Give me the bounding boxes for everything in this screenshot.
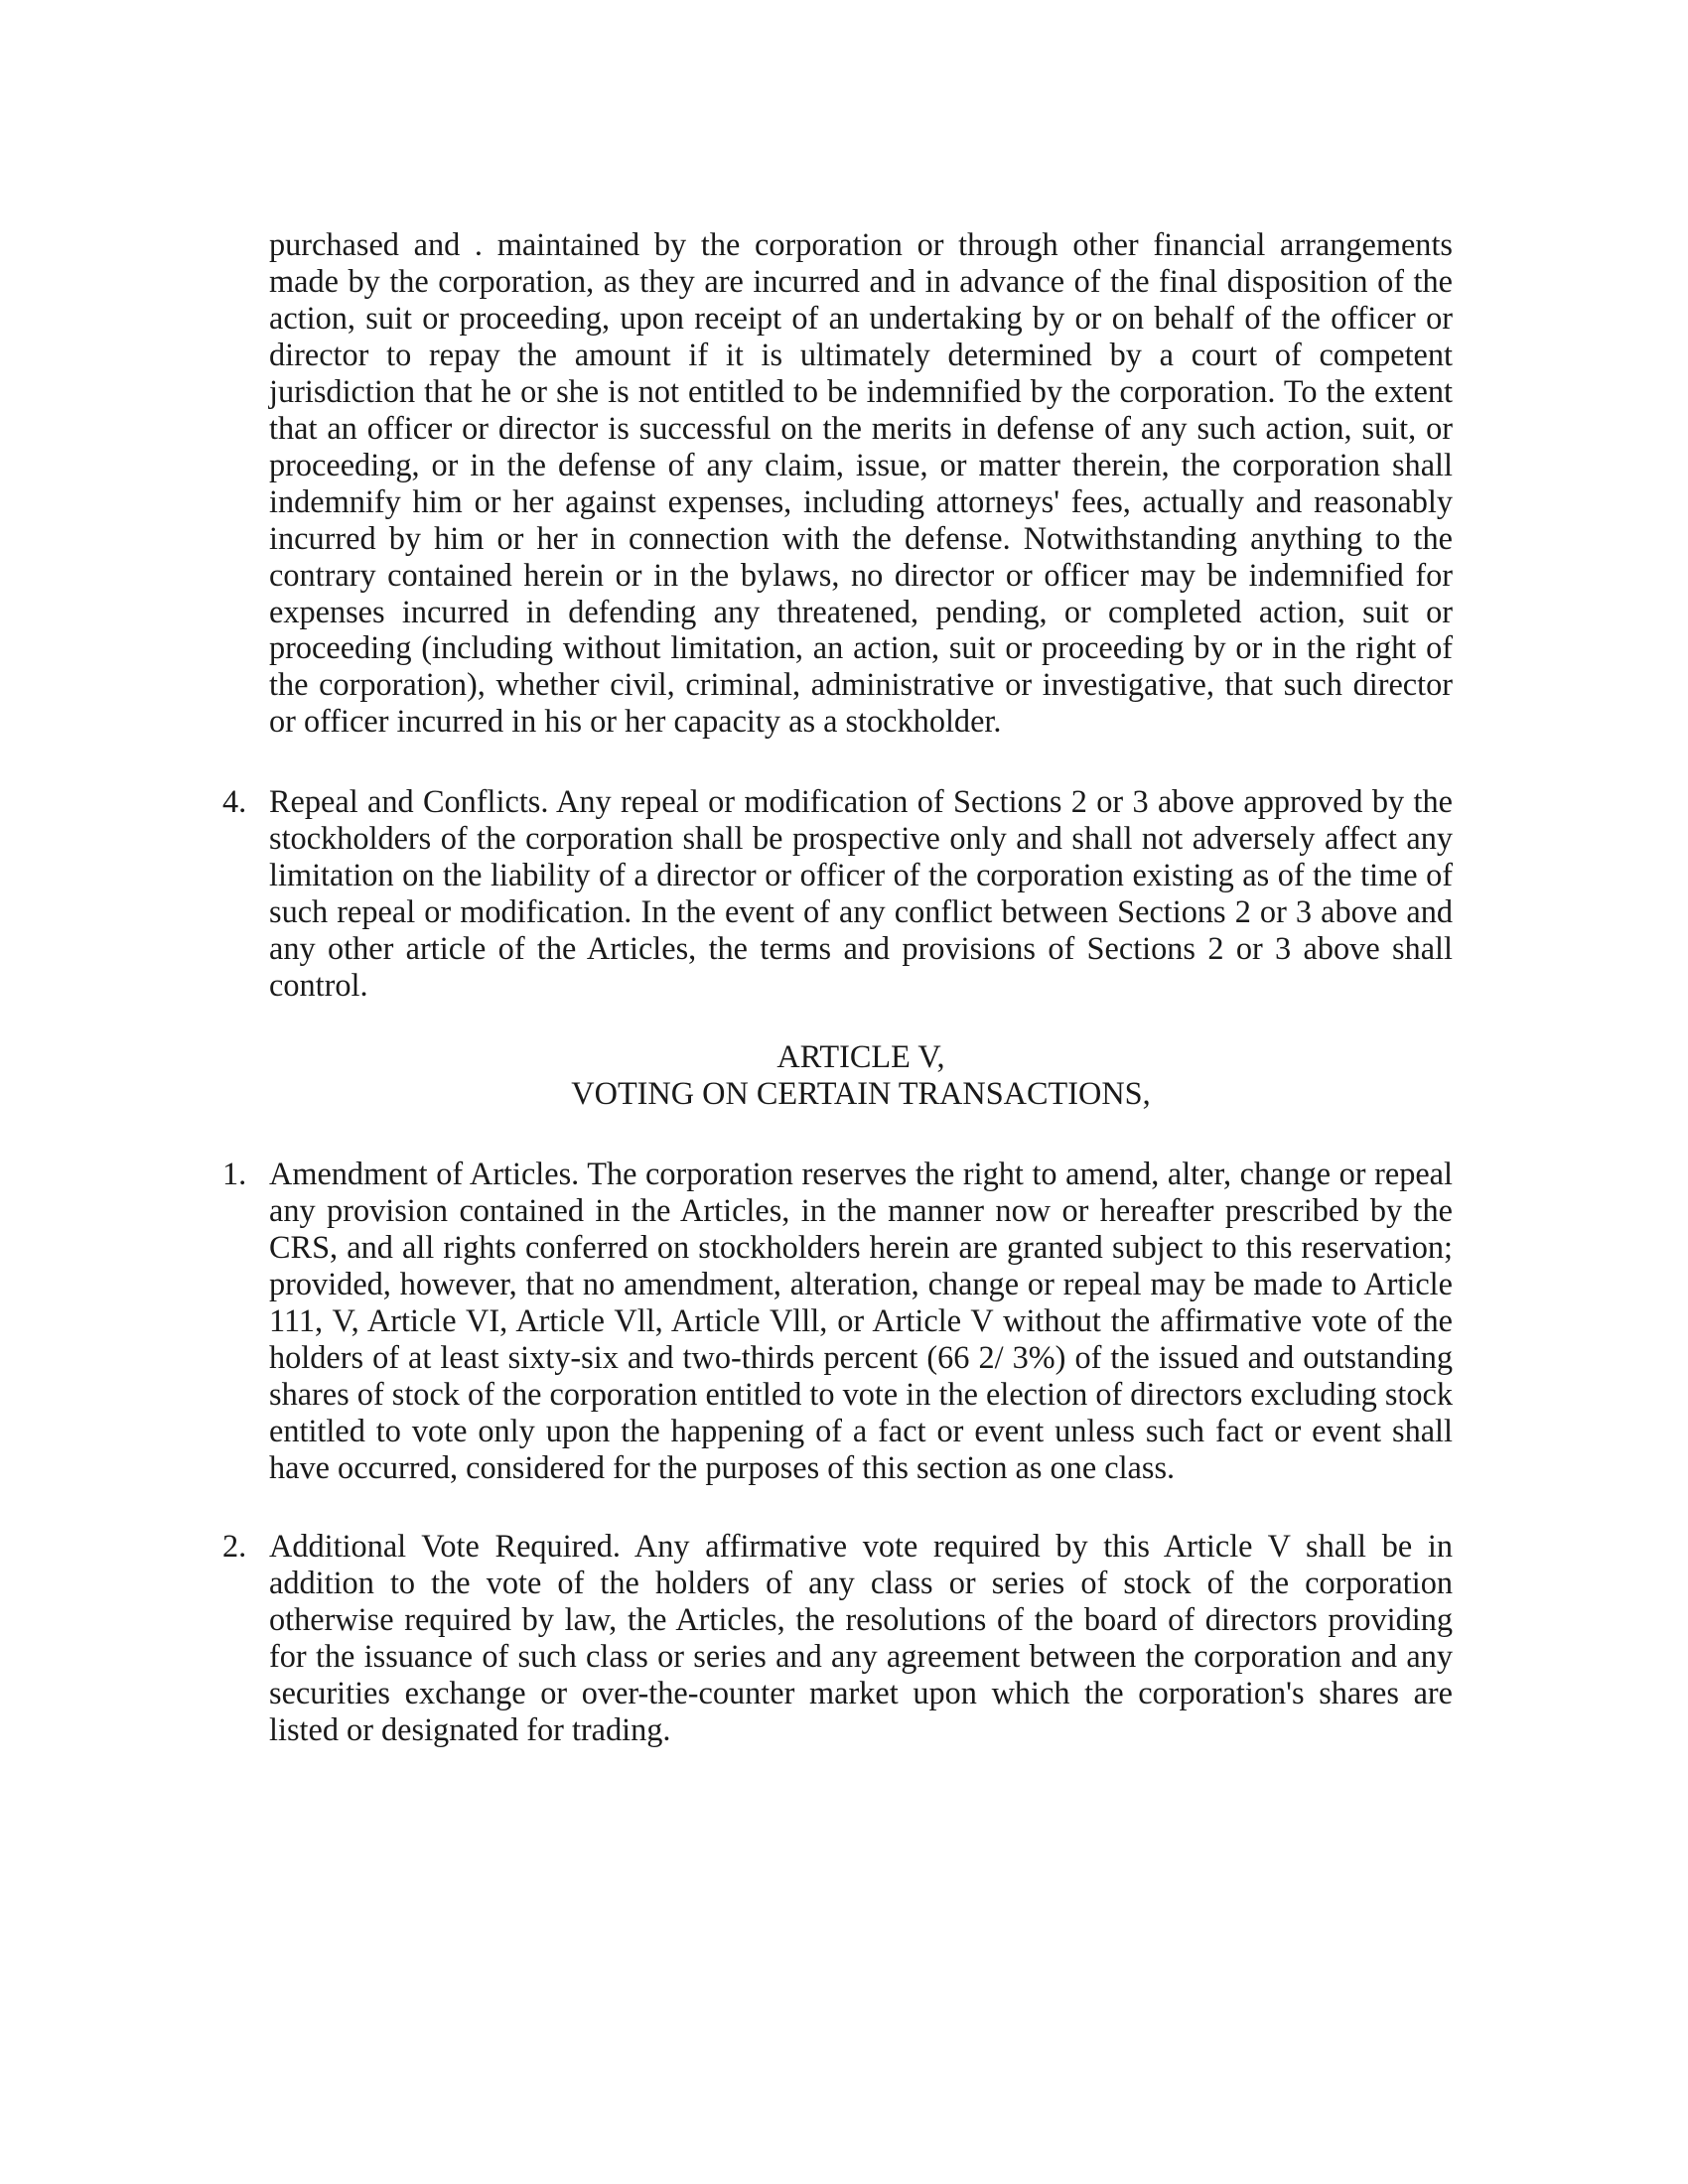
continuation-paragraph: purchased and . maintained by the corporation or through other financial arrangements made by the corporation, as they are incurred and in advance of the final disposition of the action, suit or proceeding, upon receipt of an undertaking by or on behalf of the officer or director to repay the amount if it is ultimately determined by a court of competent jurisdiction that he or she is not entitled to be indemnified by the corporation. To the extent that an officer or director is successful on the merits in defense of any such action, suit, or proceeding, or in the defense of any claim, issue, or matter therein, the corporation shall indemnify him or her against expenses, including attorneys' fees, actually and reasonably incurred by him or her in connection with the defense. Notwithstanding anything to the contrary contained herein or in the bylaws, no director or officer may be indemnified for expenses incurred in defending any threatened, pending, or completed action, suit or proceeding (including without limitation, an action, suit or proceeding by or in the right of the corporation), whether civil, criminal, administrative or investigative, that such director or officer incurred in his or her capacity as a stockholder. <box>269 226 1453 740</box>
article-item-2-text: Additional Vote Required. Any affirmative vote required by this Article V shall be in addition to the vote of the holders of any class or series of stock of the corporation otherwise required by law, the Articles, the resolutions of the board of directors providing for the issuance of such class or series and any agreement between the corporation and any securities exchange or over-the-counter market upon which the corporation's shares are listed or designated for trading. <box>269 1528 1453 1747</box>
article-subheading: VOTING ON CERTAIN TRANSACTIONS, <box>571 1075 1151 1111</box>
section-4-number: 4. <box>222 783 247 819</box>
article-item-1-number: 1. <box>222 1156 247 1191</box>
article-item-1-text: Amendment of Articles. The corporation reserves the right to amend, alter, change or repeal any provision contained in the Articles, in the manner now or hereafter prescribed by the CRS, and all rights conferred on stockholders herein are granted subject to this reservation; provided, however, that no amendment, alteration, change or repeal may be made to Article 111, V, Article VI, Article Vll, Article Vlll, or Article V without the affirmative vote of the holders of at least sixty-six and two-thirds percent (66 2/ 3%) of the issued and outstanding shares of stock of the corporation entitled to vote in the election of directors excluding stock entitled to vote only upon the happening of a fact or event unless such fact or event shall have occurred, considered for the purposes of this section as one class. <box>269 1156 1453 1485</box>
article-item-2-number: 2. <box>222 1528 247 1564</box>
article-heading: ARTICLE V, <box>776 1038 945 1074</box>
section-4-text: Repeal and Conflicts. Any repeal or modification of Sections 2 or 3 above approved by the stockholders of the corporation shall be prospective only and shall not adversely affect any limitation on the liability of a director or officer of the corporation existing as of the time of such repeal or modification. In the event of any conflict between Sections 2 or 3 above and any other article of the Articles, the terms and provisions of Sections 2 or 3 above shall control. <box>269 783 1453 1003</box>
